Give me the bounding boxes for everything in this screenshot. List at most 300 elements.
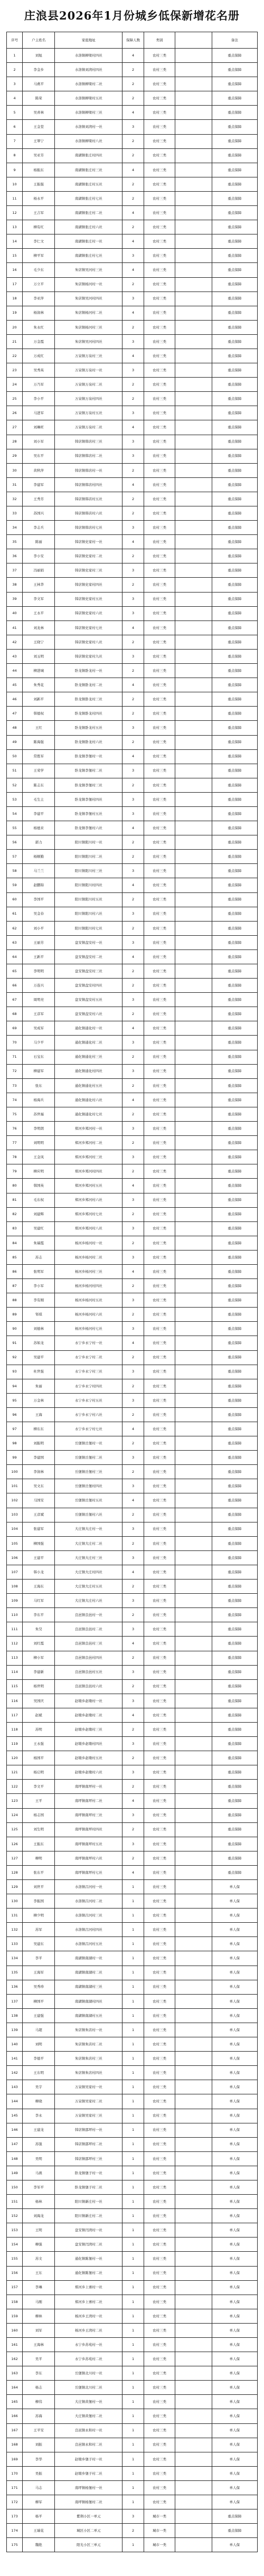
cell-index: 54 xyxy=(7,806,23,821)
cell-type: 农村三类 xyxy=(144,106,175,120)
col-header-name: 户主姓名 xyxy=(23,32,55,49)
table-row xyxy=(7,1880,258,1894)
cell-note: 重点保障 xyxy=(212,1637,257,1651)
cell-blank xyxy=(175,1508,212,1522)
cell-note: 重点保障 xyxy=(212,864,257,878)
cell-note: 重点保障 xyxy=(212,1493,257,1508)
col-header-blank xyxy=(175,32,212,49)
cell-people: 1 xyxy=(122,2381,144,2395)
table-row xyxy=(7,2509,258,2524)
cell-people: 2 xyxy=(122,892,144,907)
cell-name: 石宝东 xyxy=(23,1050,55,1064)
cell-index: 140 xyxy=(7,2037,23,2052)
cell-people: 4 xyxy=(122,535,144,549)
cell-people: 4 xyxy=(122,1264,144,1278)
cell-address: 朱店镇杨河村三社 xyxy=(55,320,122,334)
cell-index: 136 xyxy=(7,1980,23,1994)
cell-type: 农村三类 xyxy=(144,678,175,692)
cell-index: 6 xyxy=(7,120,23,134)
cell-index: 58 xyxy=(7,864,23,878)
cell-name: 吴亚芳 xyxy=(23,148,55,163)
cell-name: 李国平 xyxy=(23,892,55,907)
cell-index: 147 xyxy=(7,2137,23,2151)
cell-index: 44 xyxy=(7,664,23,678)
cell-people: 2 xyxy=(122,1436,144,1451)
cell-type: 农村三类 xyxy=(144,2195,175,2209)
cell-type: 农村三类 xyxy=(144,1308,175,1322)
cell-index: 151 xyxy=(7,2195,23,2209)
table-row xyxy=(7,77,258,91)
cell-note: 重点保障 xyxy=(212,1407,257,1422)
cell-people: 4 xyxy=(122,1794,144,1808)
cell-note: 单人保 xyxy=(212,2023,257,2037)
cell-people: 1 xyxy=(122,2137,144,2151)
cell-index: 1 xyxy=(7,49,23,63)
cell-type: 农村三类 xyxy=(144,1508,175,1522)
cell-people: 4 xyxy=(122,263,144,277)
table-row xyxy=(7,1679,258,1694)
col-header-address: 家庭地址 xyxy=(55,32,122,49)
cell-note: 重点保障 xyxy=(212,492,257,506)
cell-note: 重点保障 xyxy=(212,1580,257,1594)
cell-name: 苏海 xyxy=(23,2409,55,2423)
cell-name: 刘小军 xyxy=(23,435,55,449)
cell-note: 重点保障 xyxy=(212,1107,257,1121)
cell-address: 韩店镇史家村六社 xyxy=(55,606,122,621)
cell-note: 单人保 xyxy=(212,2352,257,2366)
cell-note: 重点保障 xyxy=(212,435,257,449)
cell-address: 永宁乡永宁村二社 xyxy=(55,1350,122,1365)
cell-index: 79 xyxy=(7,1164,23,1179)
cell-name: 柳明 xyxy=(23,1851,55,1865)
cell-index: 2 xyxy=(7,63,23,77)
cell-people: 3 xyxy=(122,1221,144,1236)
cell-blank xyxy=(175,1207,212,1221)
cell-index: 87 xyxy=(7,1279,23,1293)
table-row xyxy=(7,1007,258,1021)
cell-address: 万泉镇万泉村三社 xyxy=(55,349,122,363)
cell-blank xyxy=(175,1536,212,1550)
cell-note: 单人保 xyxy=(212,2151,257,2166)
cell-note: 重点保障 xyxy=(212,1179,257,1193)
cell-type: 农村三类 xyxy=(144,1078,175,1093)
table-row xyxy=(7,1851,258,1865)
cell-blank xyxy=(175,1737,212,1751)
cell-people: 3 xyxy=(122,606,144,621)
cell-note: 单人保 xyxy=(212,2438,257,2452)
cell-type: 农村三类 xyxy=(144,1851,175,1865)
cell-people: 4 xyxy=(122,349,144,363)
cell-index: 91 xyxy=(7,1336,23,1350)
table-row xyxy=(7,949,258,964)
cell-index: 141 xyxy=(7,2052,23,2066)
cell-name: 吴东平 xyxy=(23,449,55,463)
cell-index: 148 xyxy=(7,2151,23,2166)
cell-name: 王振东 xyxy=(23,1837,55,1851)
cell-note: 重点保障 xyxy=(212,850,257,864)
table-row xyxy=(7,1966,258,1980)
cell-address: 水洛镇刘湾村一社 xyxy=(55,120,122,134)
cell-note: 单人保 xyxy=(212,1909,257,1923)
cell-index: 41 xyxy=(7,621,23,635)
cell-address: 岳堡镇岳堡村五社 xyxy=(55,1493,122,1508)
cell-note: 重点保障 xyxy=(212,1264,257,1278)
cell-address: 永宁乡永宁村七社 xyxy=(55,1422,122,1436)
cell-address: 阳川镇阳川村三社 xyxy=(55,864,122,878)
cell-index: 42 xyxy=(7,635,23,649)
cell-blank xyxy=(175,707,212,721)
cell-note: 重点保障 xyxy=(212,363,257,378)
cell-address: 南湖镇南湖村三社 xyxy=(55,1980,122,1994)
cell-blank xyxy=(175,664,212,678)
cell-type: 农村三类 xyxy=(144,1880,175,1894)
cell-index: 162 xyxy=(7,2352,23,2366)
cell-type: 农村三类 xyxy=(144,1193,175,1207)
cell-type: 农村三类 xyxy=(144,1622,175,1637)
cell-blank xyxy=(175,463,212,477)
table-row xyxy=(7,835,258,850)
table-row xyxy=(7,850,258,864)
cell-note: 重点保障 xyxy=(212,664,257,678)
cell-type: 农村三类 xyxy=(144,621,175,635)
cell-name: 王振强 xyxy=(23,177,55,191)
table-row xyxy=(7,2366,258,2381)
cell-index: 73 xyxy=(7,1078,23,1093)
cell-note: 单人保 xyxy=(212,2109,257,2123)
cell-people: 3 xyxy=(122,1036,144,1050)
table-row xyxy=(7,1293,258,1308)
table-row xyxy=(7,2452,258,2466)
cell-people: 1 xyxy=(122,2252,144,2266)
table-row xyxy=(7,2008,258,2023)
cell-type: 农村三类 xyxy=(144,1136,175,1150)
cell-blank xyxy=(175,1580,212,1594)
cell-index: 139 xyxy=(7,2023,23,2037)
cell-people: 1 xyxy=(122,1994,144,2008)
cell-address: 盘安镇盘安村四社 xyxy=(55,979,122,993)
cell-address: 卧龙镇李堡村一社 xyxy=(55,749,122,764)
cell-note: 重点保障 xyxy=(212,1451,257,1465)
cell-address: 韩店镇史家村九社 xyxy=(55,649,122,663)
table-row xyxy=(7,1580,258,1594)
cell-name: 杨顺勤 xyxy=(23,850,55,864)
cell-address: 南坪镇南坪村二社 xyxy=(55,1794,122,1808)
cell-type: 农村三类 xyxy=(144,2037,175,2052)
cell-index: 17 xyxy=(7,277,23,292)
cell-type: 农村三类 xyxy=(144,2252,175,2266)
cell-name: 吴宇 xyxy=(23,2080,55,2094)
cell-index: 88 xyxy=(7,1293,23,1308)
cell-index: 65 xyxy=(7,964,23,979)
cell-blank xyxy=(175,1050,212,1064)
cell-note: 单人保 xyxy=(212,2466,257,2480)
cell-people: 2 xyxy=(122,392,144,406)
cell-type: 农村三类 xyxy=(144,878,175,892)
cell-people: 3 xyxy=(122,120,144,134)
cell-address: 通化镇通化村七社 xyxy=(55,1107,122,1121)
cell-address: 南湖镇南湖村五社 xyxy=(55,2008,122,2023)
cell-type: 农村三类 xyxy=(144,2180,175,2194)
cell-blank xyxy=(175,1708,212,1722)
cell-index: 38 xyxy=(7,578,23,592)
cell-note: 重点保障 xyxy=(212,334,257,349)
cell-type: 农村三类 xyxy=(144,979,175,993)
cell-note: 单人保 xyxy=(212,2008,257,2023)
table-row xyxy=(7,1407,258,1422)
cell-note: 重点保障 xyxy=(212,949,257,964)
table-row xyxy=(7,392,258,406)
cell-type: 农村三类 xyxy=(144,1994,175,2008)
cell-name: 陈志东 xyxy=(23,778,55,792)
cell-note: 重点保障 xyxy=(212,1737,257,1751)
table-row xyxy=(7,2381,258,2395)
cell-blank xyxy=(175,2037,212,2052)
cell-index: 80 xyxy=(7,1179,23,1193)
cell-type: 农村三类 xyxy=(144,2066,175,2080)
cell-type: 农村三类 xyxy=(144,606,175,621)
cell-people: 2 xyxy=(122,1722,144,1736)
cell-blank xyxy=(175,2137,212,2151)
cell-blank xyxy=(175,2266,212,2280)
cell-index: 111 xyxy=(7,1622,23,1637)
cell-note: 重点保障 xyxy=(212,535,257,549)
table-row xyxy=(7,1808,258,1822)
cell-note: 重点保障 xyxy=(212,1308,257,1322)
cell-address: 南坪镇南坪村七社 xyxy=(55,1865,122,1879)
cell-type: 农村三类 xyxy=(144,334,175,349)
cell-index: 68 xyxy=(7,1007,23,1021)
cell-type: 农村三类 xyxy=(144,1837,175,1851)
cell-name: 李文平 xyxy=(23,1780,55,1794)
cell-type: 农村三类 xyxy=(144,692,175,707)
cell-note: 重点保障 xyxy=(212,892,257,907)
cell-index: 89 xyxy=(7,1308,23,1322)
cell-people: 3 xyxy=(122,449,144,463)
cell-blank xyxy=(175,578,212,592)
cell-blank xyxy=(175,1093,212,1107)
cell-blank xyxy=(175,1164,212,1179)
cell-address: 阳川镇阳川村六社 xyxy=(55,907,122,921)
cell-address: 郑河乡上寨村一社 xyxy=(55,2280,122,2295)
cell-type: 农村三类 xyxy=(144,535,175,549)
cell-type: 农村三类 xyxy=(144,49,175,63)
cell-name: 马燕平 xyxy=(23,77,55,91)
cell-type: 农村三类 xyxy=(144,463,175,477)
cell-people: 1 xyxy=(122,1923,144,1937)
cell-name: 马燕 xyxy=(23,2166,55,2180)
cell-blank xyxy=(175,1980,212,1994)
cell-name: 张东平 xyxy=(23,1865,55,1879)
cell-blank xyxy=(175,191,212,205)
cell-address: 郑河乡郑河村八社 xyxy=(55,1221,122,1236)
cell-blank xyxy=(175,263,212,277)
cell-type: 农村三类 xyxy=(144,1164,175,1179)
cell-blank xyxy=(175,1407,212,1422)
cell-type: 农村三类 xyxy=(144,1951,175,1966)
table-row xyxy=(7,2052,258,2066)
cell-address: 杨河乡杨河村五社 xyxy=(55,1293,122,1308)
cell-blank xyxy=(175,806,212,821)
cell-index: 77 xyxy=(7,1136,23,1150)
cell-name: 王平 xyxy=(23,1794,55,1808)
cell-note: 单人保 xyxy=(212,2037,257,2052)
cell-note: 重点保障 xyxy=(212,1207,257,1221)
cell-people: 2 xyxy=(122,1007,144,1021)
cell-people: 2 xyxy=(122,835,144,850)
cell-name: 王吉军 xyxy=(23,206,55,220)
cell-index: 107 xyxy=(7,1565,23,1579)
cell-people: 4 xyxy=(122,1422,144,1436)
cell-blank xyxy=(175,563,212,578)
cell-name: 柳应明 xyxy=(23,1164,55,1179)
cell-address: 卧龙镇堡子村一社 xyxy=(55,2166,122,2180)
cell-name: 王瑞花 xyxy=(23,2524,55,2538)
cell-address: 良邑镇永和村一社 xyxy=(55,2423,122,2438)
cell-note: 单人保 xyxy=(212,1937,257,1951)
cell-name: 苏军 xyxy=(23,1923,55,1937)
table-row xyxy=(7,1451,258,1465)
cell-note: 单人保 xyxy=(212,2480,257,2495)
table-row xyxy=(7,1336,258,1350)
cell-index: 40 xyxy=(7,606,23,621)
cell-note: 重点保障 xyxy=(212,349,257,363)
cell-name: 柳晓 xyxy=(23,2094,55,2109)
cell-people: 4 xyxy=(122,749,144,764)
cell-name: 魏艳 xyxy=(23,2538,55,2552)
cell-type: 农村三类 xyxy=(144,1794,175,1808)
table-row xyxy=(7,2423,258,2438)
cell-note: 重点保障 xyxy=(212,2509,257,2524)
cell-blank xyxy=(175,892,212,907)
cell-index: 32 xyxy=(7,492,23,506)
cell-index: 155 xyxy=(7,2252,23,2266)
table-row xyxy=(7,2309,258,2323)
cell-name: 李琳 xyxy=(23,2280,55,2295)
cell-note: 重点保障 xyxy=(212,1608,257,1622)
cell-people: 2 xyxy=(122,1407,144,1422)
cell-address: 水洛镇刘湾村四社 xyxy=(55,63,122,77)
cell-address: 卧龙镇李堡村五社 xyxy=(55,806,122,821)
cell-blank xyxy=(175,2538,212,2552)
cell-people: 2 xyxy=(122,320,144,334)
cell-blank xyxy=(175,1966,212,1980)
cell-name: 李振国 xyxy=(23,1894,55,1909)
cell-index: 27 xyxy=(7,420,23,435)
cell-index: 13 xyxy=(7,220,23,234)
cell-blank xyxy=(175,2123,212,2137)
cell-address: 韩店镇史家村八社 xyxy=(55,635,122,649)
table-row xyxy=(7,1822,258,1837)
cell-note: 重点保障 xyxy=(212,292,257,306)
cell-index: 22 xyxy=(7,349,23,363)
cell-people: 1 xyxy=(122,2023,144,2037)
cell-blank xyxy=(175,2352,212,2366)
cell-note: 重点保障 xyxy=(212,806,257,821)
cell-note: 单人保 xyxy=(212,2381,257,2395)
cell-blank xyxy=(175,49,212,63)
cell-note: 重点保障 xyxy=(212,220,257,234)
cell-note: 重点保障 xyxy=(212,1365,257,1379)
cell-type: 农村三类 xyxy=(144,835,175,850)
cell-name: 杨海兵 xyxy=(23,1093,55,1107)
cell-people: 4 xyxy=(122,1637,144,1651)
cell-index: 90 xyxy=(7,1322,23,1336)
cell-note: 重点保障 xyxy=(212,778,257,792)
cell-people: 3 xyxy=(122,1808,144,1822)
cell-name: 李德平 xyxy=(23,2052,55,2066)
cell-people: 3 xyxy=(122,2509,144,2524)
cell-note: 重点保障 xyxy=(212,463,257,477)
cell-blank xyxy=(175,1179,212,1193)
cell-type: 农村三类 xyxy=(144,1737,175,1751)
cell-name: 万金霞 xyxy=(23,334,55,349)
cell-blank xyxy=(175,492,212,506)
cell-name: 王东 xyxy=(23,2266,55,2280)
cell-address: 盘安镇闫湾村二社 xyxy=(55,2237,122,2252)
cell-name: 刘军 xyxy=(23,2323,55,2337)
cell-name: 王秀芳 xyxy=(23,492,55,506)
cell-index: 126 xyxy=(7,1837,23,1851)
table-row xyxy=(7,177,258,191)
table-row xyxy=(7,249,258,263)
cell-type: 农村三类 xyxy=(144,764,175,778)
cell-blank xyxy=(175,907,212,921)
cell-blank xyxy=(175,549,212,563)
cell-people: 2 xyxy=(122,191,144,205)
cell-blank xyxy=(175,2452,212,2466)
cell-index: 150 xyxy=(7,2180,23,2194)
cell-index: 105 xyxy=(7,1536,23,1550)
cell-blank xyxy=(175,2338,212,2352)
cell-address: 郑河乡郑河村五社 xyxy=(55,1179,122,1193)
cell-type: 农村三类 xyxy=(144,563,175,578)
cell-index: 82 xyxy=(7,1207,23,1221)
cell-address: 南坪镇南坪村一社 xyxy=(55,1780,122,1794)
table-row xyxy=(7,163,258,177)
cell-note: 单人保 xyxy=(212,2323,257,2337)
cell-index: 129 xyxy=(7,1880,23,1894)
table-row xyxy=(7,2338,258,2352)
cell-type: 农村三类 xyxy=(144,492,175,506)
table-row xyxy=(7,378,258,392)
table-row xyxy=(7,2037,258,2052)
cell-name: 万连兴 xyxy=(23,979,55,993)
cell-index: 93 xyxy=(7,1365,23,1379)
cell-address: 郑河乡郑河村二社 xyxy=(55,1136,122,1150)
table-row xyxy=(7,420,258,435)
cell-type: 城市一类 xyxy=(144,2509,175,2524)
cell-name: 柳进城 xyxy=(23,664,55,678)
cell-index: 123 xyxy=(7,1794,23,1808)
cell-name: 李建军 xyxy=(23,477,55,492)
cell-index: 53 xyxy=(7,792,23,806)
cell-people: 3 xyxy=(122,1451,144,1465)
cell-address: 通化镇通化村六社 xyxy=(55,1093,122,1107)
cell-type: 农村三类 xyxy=(144,1465,175,1479)
cell-name: 赵斌 xyxy=(23,1708,55,1722)
cell-people: 1 xyxy=(122,2223,144,2237)
cell-note: 重点保障 xyxy=(212,1665,257,1679)
cell-address: 郑河乡郑河村七社 xyxy=(55,1207,122,1221)
cell-index: 71 xyxy=(7,1050,23,1064)
cell-blank xyxy=(175,964,212,979)
table-row xyxy=(7,878,258,892)
cell-address: 万泉镇吴家村二社 xyxy=(55,2094,122,2109)
cell-people: 2 xyxy=(122,2524,144,2538)
cell-people: 3 xyxy=(122,1250,144,1264)
cell-type: 农村三类 xyxy=(144,1665,175,1679)
table-row xyxy=(7,1236,258,1250)
